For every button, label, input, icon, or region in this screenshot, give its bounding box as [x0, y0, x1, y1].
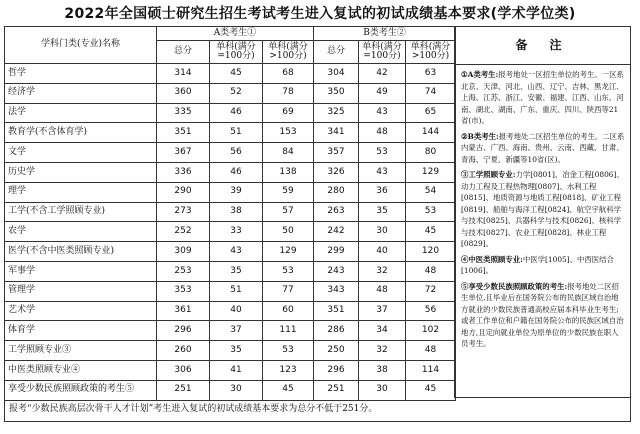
b-total-cell: 242	[314, 222, 359, 242]
table-row	[5, 162, 456, 182]
b-s100p-cell: 45	[406, 380, 456, 400]
b-total-cell: 341	[314, 123, 359, 143]
table-row	[5, 261, 456, 281]
a-total-cell: 336	[157, 162, 210, 182]
subject-cell: 中医类照顾专业④	[5, 360, 157, 380]
b-single-100-header: 单科(满分=100分)	[359, 41, 406, 64]
a-s100p-cell: 53	[263, 341, 314, 361]
b-total-cell: 243	[314, 261, 359, 281]
a-s100p-cell: 111	[263, 321, 314, 341]
subject-cell: 文学	[5, 143, 157, 163]
b-s100-cell: 48	[359, 281, 406, 301]
a-single-100-header: 单科(满分=100分)	[210, 41, 263, 64]
b-s100-cell: 43	[359, 162, 406, 182]
a-s100-cell: 40	[210, 301, 263, 321]
a-s100-cell: 46	[210, 103, 263, 123]
b-single-over100-header: 单科(满分>100分)	[406, 41, 456, 64]
note-1-title: ①A类考生:	[461, 70, 499, 79]
subject-cell: 享受少数民族照顾政策的考生⑤	[5, 380, 157, 400]
a-total-cell: 296	[157, 321, 210, 341]
b-s100-cell: 32	[359, 341, 406, 361]
b-s100p-cell: 72	[406, 281, 456, 301]
b-s100-cell: 53	[359, 143, 406, 163]
a-total-cell: 351	[157, 123, 210, 143]
table-row	[5, 301, 456, 321]
table-row	[5, 281, 456, 301]
a-s100p-cell: 84	[263, 143, 314, 163]
a-total-cell: 273	[157, 202, 210, 222]
b-total-cell: 280	[314, 182, 359, 202]
a-s100-cell: 52	[210, 83, 263, 103]
a-total-cell: 260	[157, 341, 210, 361]
a-s100p-cell: 123	[263, 360, 314, 380]
b-total-cell: 343	[314, 281, 359, 301]
group-a-header: A类考生①	[157, 27, 314, 41]
b-total-cell: 357	[314, 143, 359, 163]
subject-cell: 农学	[5, 222, 157, 242]
score-table	[4, 26, 456, 401]
b-total-cell: 351	[314, 301, 359, 321]
b-s100-cell: 30	[359, 222, 406, 242]
a-total-cell: 251	[157, 380, 210, 400]
b-s100p-cell: 129	[406, 162, 456, 182]
a-total-cell: 360	[157, 83, 210, 103]
b-total-cell: 250	[314, 341, 359, 361]
a-s100-cell: 43	[210, 242, 263, 262]
a-s100p-cell: 138	[263, 162, 314, 182]
a-total-cell: 290	[157, 182, 210, 202]
subject-cell: 哲学	[5, 64, 157, 84]
a-s100-cell: 56	[210, 143, 263, 163]
subject-cell: 医学(不含中医类照顾专业)	[5, 242, 157, 262]
subject-cell: 理学	[5, 182, 157, 202]
a-total-cell: 309	[157, 242, 210, 262]
a-s100-cell: 37	[210, 321, 263, 341]
table-row	[5, 123, 456, 143]
b-s100p-cell: 63	[406, 64, 456, 84]
remarks-heading: 备注	[455, 27, 630, 65]
subject-cell: 工学照顾专业③	[5, 341, 157, 361]
table-row	[5, 341, 456, 361]
a-s100-cell: 33	[210, 222, 263, 242]
b-s100-cell: 48	[359, 123, 406, 143]
b-total-cell: 326	[314, 162, 359, 182]
b-s100p-cell: 45	[406, 222, 456, 242]
a-s100p-cell: 53	[263, 261, 314, 281]
b-s100-cell: 32	[359, 261, 406, 281]
table-row	[5, 242, 456, 262]
subject-cell: 管理学	[5, 281, 157, 301]
b-s100p-cell: 120	[406, 242, 456, 262]
a-s100-cell: 35	[210, 341, 263, 361]
b-s100p-cell: 48	[406, 341, 456, 361]
score-sheet	[4, 26, 632, 424]
b-total-cell: 325	[314, 103, 359, 123]
a-s100p-cell: 69	[263, 103, 314, 123]
b-s100p-cell: 65	[406, 103, 456, 123]
b-s100-cell: 40	[359, 242, 406, 262]
b-s100-cell: 42	[359, 64, 406, 84]
a-total-cell: 353	[157, 281, 210, 301]
b-s100-cell: 49	[359, 83, 406, 103]
table-row	[5, 64, 456, 84]
footnote: 报考“少数民族高层次骨干人才计划”考生进入复试的初试成绩基本要求为总分不低于251分。	[4, 398, 631, 422]
subject-cell: 历史学	[5, 162, 157, 182]
b-total-header: 总分	[314, 41, 359, 64]
a-single-over100-header: 单科(满分>100分)	[263, 41, 314, 64]
a-total-cell: 335	[157, 103, 210, 123]
b-total-cell: 350	[314, 83, 359, 103]
a-s100-cell: 41	[210, 360, 263, 380]
a-s100p-cell: 50	[263, 222, 314, 242]
b-s100-cell: 30	[359, 380, 406, 400]
subject-cell: 体育学	[5, 321, 157, 341]
table-row	[5, 103, 456, 123]
b-total-cell: 296	[314, 360, 359, 380]
a-total-cell: 361	[157, 301, 210, 321]
table-row	[5, 321, 456, 341]
subject-cell: 经济学	[5, 83, 157, 103]
b-s100-cell: 38	[359, 360, 406, 380]
b-s100p-cell: 53	[406, 202, 456, 222]
a-s100p-cell: 57	[263, 202, 314, 222]
note-5-text: 报考地处二区招生单位,且毕业后在国务院公布的民族区域自治地方就业的少数民族普通高校应届本科毕业生考生;或者工作单位和户籍在国务院公布的民族区域自治地方,且定向就业单位为原单位的少数民族在职人员考生。	[461, 281, 624, 348]
note-3-title: ③工学照顾专业:	[461, 170, 516, 179]
a-s100p-cell: 129	[263, 242, 314, 262]
a-s100-cell: 51	[210, 281, 263, 301]
a-total-header: 总分	[157, 41, 210, 64]
table-row	[5, 83, 456, 103]
a-s100p-cell: 77	[263, 281, 314, 301]
a-s100p-cell: 60	[263, 301, 314, 321]
note-3-text: 力学[0801]、冶金工程[0806]、动力工程及工程热物理[0807]、水利工程[0815]、地质资源与地质工程[0818]、矿业工程[0819]、船舶与海洋工程[0824]、航空宇航科学与技术[0825]、兵器科学与技术[0826]、核科学与技术[0827]、农业工程[0828]、林业工程[0829]。	[461, 170, 624, 248]
subject-cell: 艺术学	[5, 301, 157, 321]
b-s100p-cell: 114	[406, 360, 456, 380]
note-4-text: 中医学[1005]、中西医结合[1006]。	[461, 254, 614, 275]
a-s100-cell: 38	[210, 202, 263, 222]
group-b-header: B类考生②	[314, 27, 456, 41]
b-s100p-cell: 80	[406, 143, 456, 163]
a-total-cell: 253	[157, 261, 210, 281]
a-s100-cell: 35	[210, 261, 263, 281]
b-s100p-cell: 48	[406, 261, 456, 281]
b-s100p-cell: 54	[406, 182, 456, 202]
subject-cell: 法学	[5, 103, 157, 123]
b-s100p-cell: 74	[406, 83, 456, 103]
table-row	[5, 202, 456, 222]
b-total-cell: 263	[314, 202, 359, 222]
a-s100p-cell: 153	[263, 123, 314, 143]
b-s100-cell: 34	[359, 321, 406, 341]
a-total-cell: 367	[157, 143, 210, 163]
note-2-text: 报考地处二区招生单位的考生。二区系内蒙古、广西、海南、贵州、云南、西藏、甘肃、青海、宁夏、新疆等10省(区)。	[461, 131, 625, 164]
b-s100-cell: 43	[359, 103, 406, 123]
subject-header: 学科门类(专业)名称	[5, 27, 157, 64]
a-s100-cell: 30	[210, 380, 263, 400]
b-total-cell: 299	[314, 242, 359, 262]
a-s100p-cell: 45	[263, 380, 314, 400]
a-total-cell: 306	[157, 360, 210, 380]
b-s100-cell: 37	[359, 301, 406, 321]
note-5-title: ⑤享受少数民族照顾政策的考生:	[461, 281, 568, 291]
score-table-body	[5, 64, 456, 401]
a-s100p-cell: 68	[263, 64, 314, 84]
a-s100p-cell: 78	[263, 83, 314, 103]
page-title: 2022年全国硕士研究生招生考试考生进入复试的初试成绩基本要求(学术学位类)	[64, 6, 576, 22]
note-2-title: ②B类考生:	[461, 131, 499, 141]
b-s100p-cell: 102	[406, 321, 456, 341]
a-s100-cell: 45	[210, 64, 263, 84]
table-row	[5, 360, 456, 380]
table-row	[5, 222, 456, 242]
b-s100p-cell: 144	[406, 123, 456, 143]
b-total-cell: 304	[314, 64, 359, 84]
b-s100-cell: 36	[359, 182, 406, 202]
subject-cell: 工学(不含工学照顾专业)	[5, 202, 157, 222]
a-total-cell: 252	[157, 222, 210, 242]
table-row	[5, 182, 456, 202]
b-s100p-cell: 56	[406, 301, 456, 321]
b-total-cell: 251	[314, 380, 359, 400]
remarks-panel	[454, 26, 631, 398]
note-1-text: 报考地处一区招生单位的考生。一区系北京、天津、河北、山西、辽宁、吉林、黑龙江、上海、江苏、浙江、安徽、福建、江西、山东、河南、湖北、湖南、广东、重庆、四川、陕西等21省(市)。	[461, 70, 624, 125]
b-total-cell: 286	[314, 321, 359, 341]
note-4-title: ④中医类照顾专业:	[461, 254, 523, 264]
table-row	[5, 143, 456, 163]
a-s100-cell: 51	[210, 123, 263, 143]
b-s100-cell: 35	[359, 202, 406, 222]
subject-cell: 教育学(不含体育学)	[5, 123, 157, 143]
a-s100-cell: 39	[210, 182, 263, 202]
a-s100p-cell: 59	[263, 182, 314, 202]
a-total-cell: 314	[157, 64, 210, 84]
a-s100-cell: 46	[210, 162, 263, 182]
subject-cell: 军事学	[5, 261, 157, 281]
